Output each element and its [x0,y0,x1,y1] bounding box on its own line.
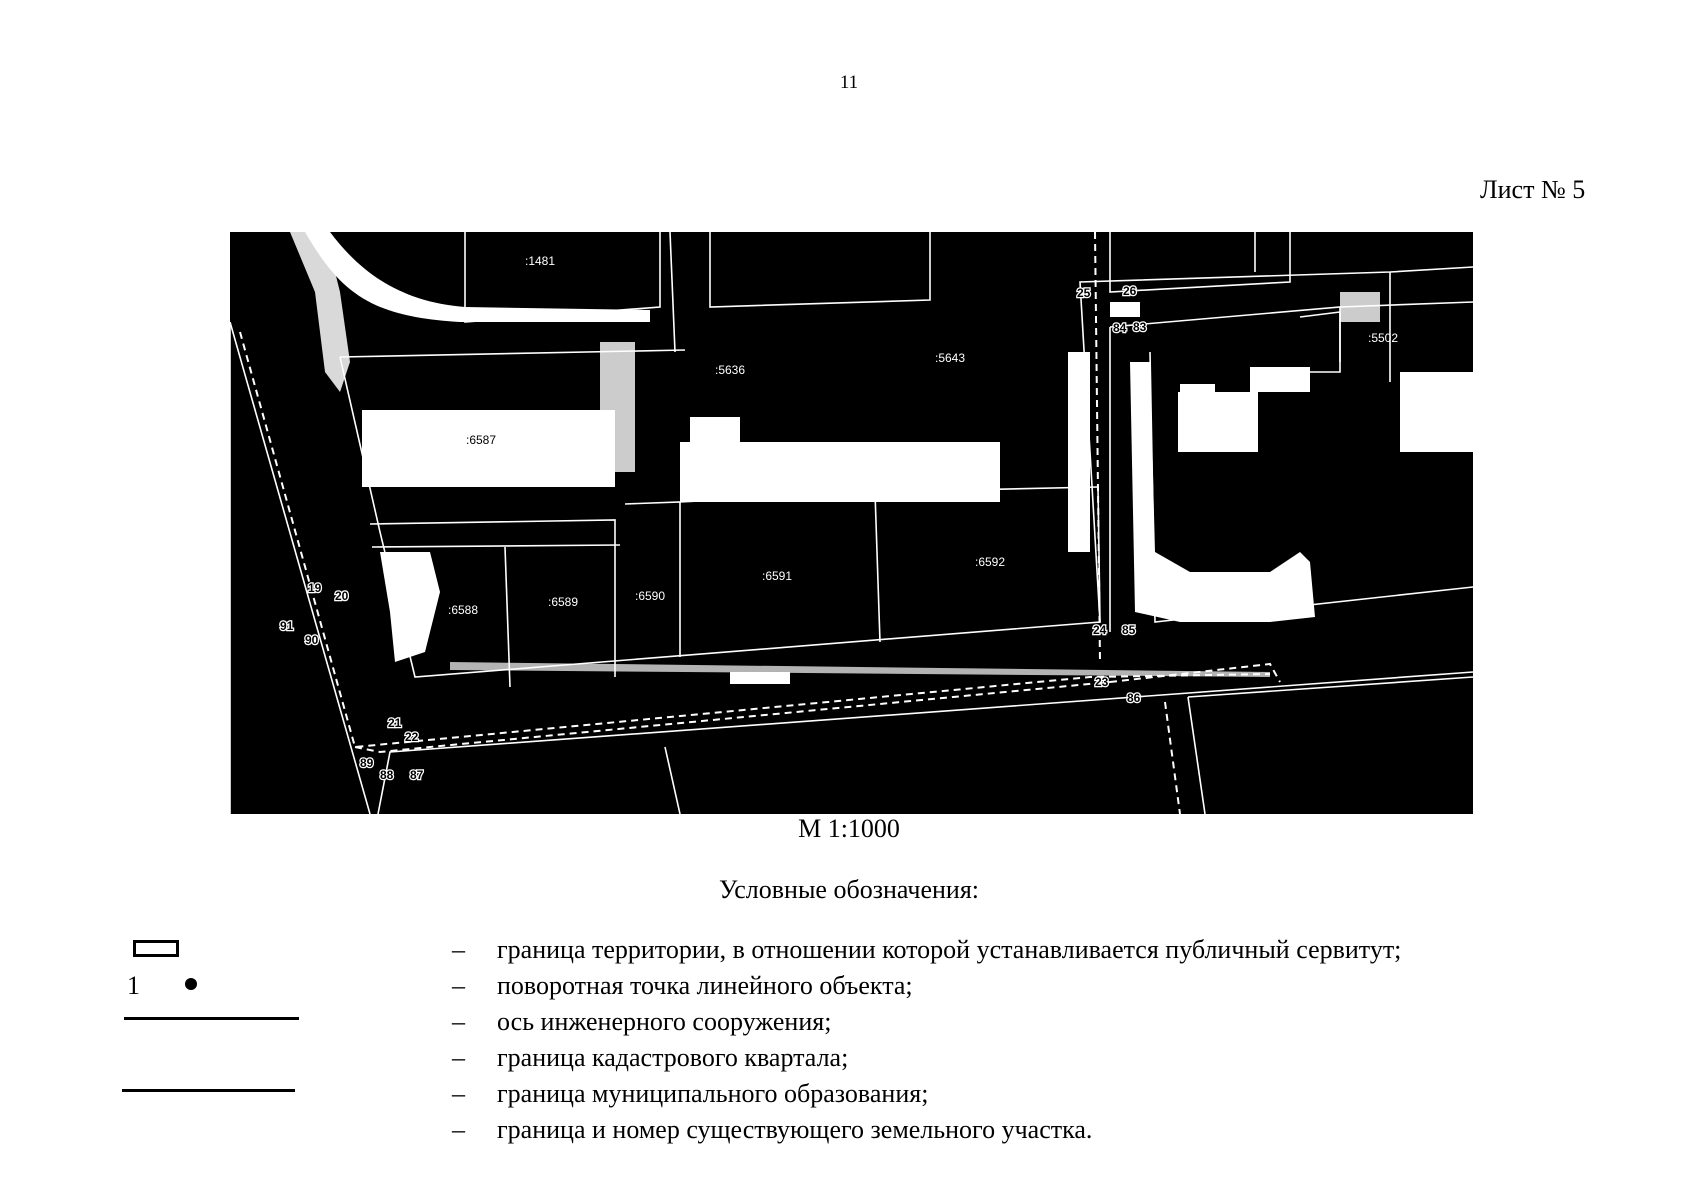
point-label: 23 [1095,675,1109,689]
legend-dash: – [452,971,465,1000]
legend-dash: – [452,1043,465,1072]
point-dot-icon [185,978,197,990]
legend-item [0,935,1698,971]
point-label: 85 [1122,623,1136,637]
parcel-label: :5502 [1368,331,1399,345]
point-label: 19 [308,581,322,595]
legend-text: ось инженерного сооружения; [497,1007,832,1036]
point-label: 21 [388,716,402,730]
point-label: 86 [1127,691,1141,705]
legend-dash: – [452,1115,465,1144]
point-label: 89 [360,756,374,770]
legend-text: граница территории, в отношении которой устанавливается публичный сервитут; [497,935,1402,964]
easement-boundary-symbol [133,940,179,957]
parcel-label: :5636 [715,363,746,377]
point-label: 83 [1133,320,1147,334]
parcel-label: :6587 [466,433,497,447]
legend-text: граница муниципального образования; [497,1079,929,1108]
point-label: 90 [305,633,319,647]
parcel-label: :6591 [762,569,793,583]
point-label: 84 [1113,321,1127,335]
point-label: 20 [335,589,349,603]
point-label: 87 [410,768,424,782]
legend-item [0,1115,1698,1151]
legend-dash: – [452,1079,465,1108]
legend-item [0,1079,1698,1115]
legend-text: граница кадастрового квартала; [497,1043,849,1072]
legend-item [0,971,1698,1007]
legend-item [0,1043,1698,1079]
structure-axis-symbol [124,1017,299,1020]
sheet-label: Лист № 5 [1480,175,1586,204]
point-label: 88 [380,768,394,782]
point-label: 22 [405,730,419,744]
legend-title: Условные обозначения: [718,875,980,904]
municipal-boundary-symbol [122,1089,295,1092]
point-label: 24 [1093,623,1107,637]
parcel-label: :6592 [975,555,1006,569]
legend-item [0,1007,1698,1043]
page-number: 11 [839,72,859,93]
parcel-label: :6589 [548,595,579,609]
point-label: 26 [1123,284,1137,298]
map-scale: М 1:1000 [798,814,900,843]
parcel-label: :6588 [448,603,479,617]
point-symbol-number: 1 [127,971,140,1000]
cadastral-map [230,232,1473,814]
point-label: 25 [1077,286,1091,300]
legend-dash: – [452,935,465,964]
parcel-label: :1481 [525,254,556,268]
legend-text: поворотная точка линейного объекта; [497,971,913,1000]
legend-dash: – [452,1007,465,1036]
parcel-label: :6590 [635,589,666,603]
legend-text: граница и номер существующего земельного участка. [497,1115,1093,1144]
point-label: 91 [280,619,294,633]
parcel-label: :5643 [935,351,966,365]
parcel-label: :93 [755,428,772,442]
